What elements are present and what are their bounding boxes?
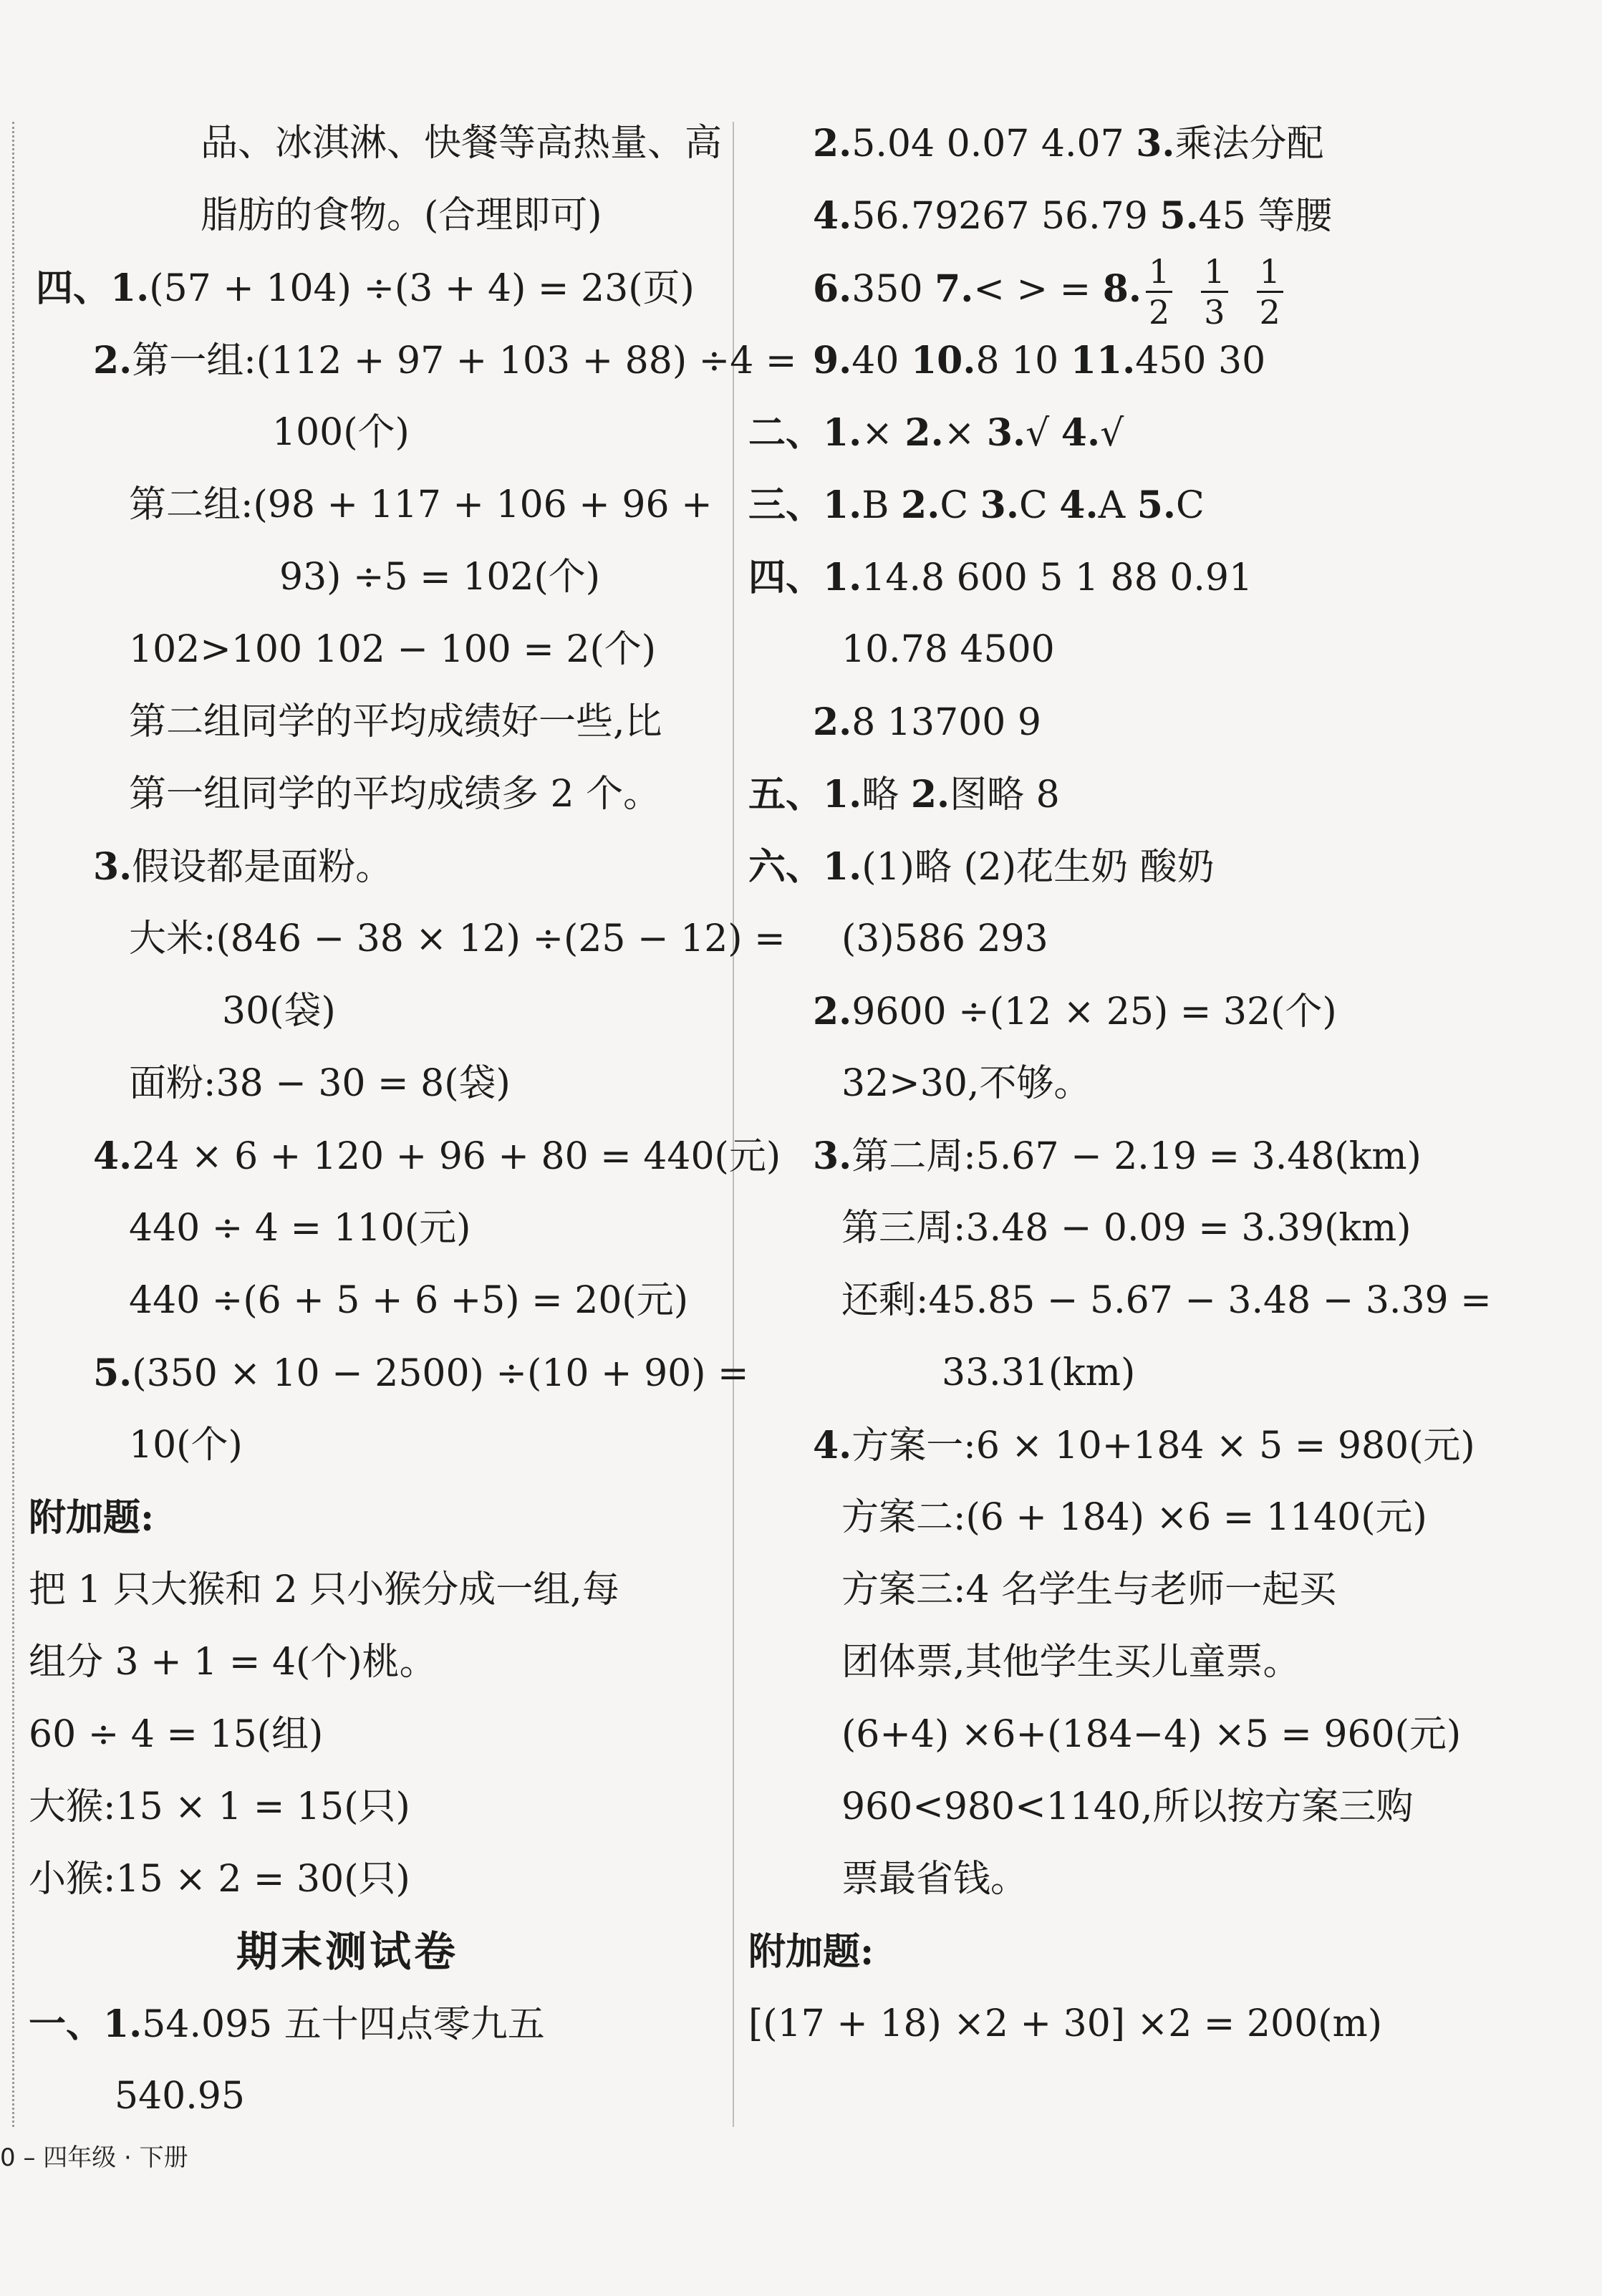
answer-line (741, 831, 1586, 903)
answer-text: 32>30,不够。 (841, 1062, 1091, 1105)
answer-text: 5.04 0.07 4.07 (851, 122, 1137, 165)
answer-text: C (940, 484, 980, 527)
answer-text: 第二周:5.67 − 2.19 = 3.48(km) (851, 1135, 1422, 1178)
answer-line (21, 107, 723, 180)
answer-line (741, 975, 1586, 1048)
answer-text: 面粉:38 − 30 = 8(袋) (129, 1062, 511, 1105)
question-number: 4. (1059, 483, 1099, 527)
answer-line (21, 758, 709, 831)
answer-line (741, 1988, 1586, 2060)
answer-text: 33.31(km) (942, 1351, 1136, 1394)
answer-text: 960<980<1140,所以按方案三购 (841, 1785, 1414, 1828)
answer-text: [(17 + 18) ×2 + 30] ×2 = 200(m) (748, 2002, 1383, 2045)
answer-text: 乘法分配 (1174, 122, 1324, 165)
answer-text: (57 + 104) ÷(3 + 4) = 23(页) (149, 267, 695, 310)
answer-text: 大猴:15 × 1 = 15(只) (29, 1785, 410, 1828)
answer-text: 8 13700 9 (851, 701, 1041, 744)
answer-text: 45 等腰 (1198, 195, 1333, 238)
answer-text: 把 1 只大猴和 2 只小猴分成一组,每 (29, 1568, 619, 1611)
answer-text: 93) ÷5 = 102(个) (279, 556, 601, 599)
answer-text: × (943, 412, 987, 455)
answer-text: 440 ÷(6 + 5 + 6 +5) = 20(元) (129, 1279, 688, 1322)
answer-text: √ (1026, 412, 1061, 455)
answer-line (741, 903, 1586, 975)
answer-text: 方案二:(6 + 184) ×6 = 1140(元) (841, 1496, 1427, 1539)
answer-text: 团体票,其他学生买儿童票。 (841, 1641, 1301, 1684)
answer-text: < > = (973, 268, 1103, 311)
answer-text: √ (1100, 412, 1124, 455)
question-number: 4. (813, 1424, 852, 1467)
answer-text: C (1175, 484, 1205, 527)
right-column (741, 107, 1586, 2060)
answer-line (741, 686, 1586, 758)
answer-line (21, 180, 709, 252)
question-number: 二、1. (748, 411, 862, 455)
answer-text: 假设都是面粉。 (132, 846, 393, 889)
answer-text: 组分 3 + 1 = 4(个)桃。 (29, 1641, 437, 1684)
answer-line (21, 2060, 709, 2133)
answer-text: 第一组同学的平均成绩多 2 个。 (129, 773, 661, 816)
answer-line (21, 324, 797, 397)
question-number: 5. (93, 1351, 132, 1395)
answer-line (741, 1409, 1586, 1482)
fraction (1146, 252, 1172, 332)
answer-text: 10.78 4500 (841, 628, 1055, 671)
answer-text: 54.095 五十四点零九五 (142, 2003, 545, 2046)
fraction (1257, 252, 1283, 332)
fraction-denominator: 3 (1204, 293, 1225, 332)
question-number: 11. (1070, 339, 1136, 382)
answer-line (741, 180, 1586, 252)
fraction-numerator: 1 (1257, 252, 1283, 293)
answer-line (21, 1409, 709, 1482)
answer-text: 方案一:6 × 10+184 × 5 = 980(元) (851, 1424, 1475, 1467)
answer-line (21, 1120, 781, 1192)
answer-line (741, 1554, 1586, 1626)
question-number: 4. (813, 194, 852, 238)
answer-text: 品、冰淇淋、快餐等高热量、高 (201, 122, 723, 165)
answer-line (741, 1265, 1586, 1337)
answer-line (741, 758, 1586, 831)
answer-text: 30(袋) (222, 990, 336, 1033)
question-number: 7. (935, 267, 974, 311)
answer-text: 10(个) (129, 1424, 243, 1467)
question-number: 4. (1061, 411, 1101, 455)
question-number: 四、1. (748, 556, 862, 599)
answer-line (741, 614, 1586, 686)
question-number: 四、1. (36, 266, 150, 310)
answer-line (741, 541, 1586, 614)
answer-line (741, 1699, 1586, 1771)
answer-text: 方案三:4 名学生与老师一起买 (841, 1568, 1337, 1611)
answer-line (21, 903, 786, 975)
answer-line (741, 397, 1586, 469)
answer-line (21, 1554, 709, 1626)
question-number: 六、1. (748, 845, 862, 889)
answer-line (21, 1265, 709, 1337)
answer-text: 540.95 (115, 2075, 245, 2118)
answer-line (21, 1843, 709, 1916)
answer-text: 小猴:15 × 2 = 30(只) (29, 1858, 410, 1901)
answer-text: × (862, 412, 905, 455)
question-number: 6. (813, 267, 852, 311)
answer-text: 第三周:3.48 − 0.09 = 3.39(km) (841, 1207, 1412, 1250)
answer-line (741, 1916, 1586, 1988)
answer-line (741, 107, 1586, 180)
section-title: 期末测试卷 (236, 1927, 459, 1976)
answer-text: 第二组:(98 + 117 + 106 + 96 + (129, 483, 713, 526)
answer-text: 还剩:45.85 − 5.67 − 3.48 − 3.39 = (841, 1279, 1492, 1322)
question-number: 2. (910, 773, 950, 816)
margin-dotted-rule (12, 122, 14, 2127)
question-number: 一、1. (29, 2002, 143, 2046)
answer-text: 票最省钱。 (841, 1858, 1028, 1901)
answer-text: 脂肪的食物。(合理即可) (201, 194, 602, 237)
answer-line (21, 469, 713, 541)
question-number: 3. (980, 483, 1019, 527)
answer-line (741, 252, 1586, 332)
answer-text: A (1098, 484, 1137, 527)
question-number: 3. (813, 1134, 852, 1178)
answer-text: 图略 8 (950, 773, 1060, 816)
bonus-heading: 附加题: (29, 1496, 155, 1540)
answer-line (21, 1337, 749, 1409)
answer-text: (350 × 10 − 2500) ÷(10 + 90) = (132, 1352, 749, 1395)
answer-line (21, 1482, 709, 1554)
answer-line (21, 831, 709, 903)
answer-line (741, 1048, 1586, 1120)
page-footer: 0 – 四年级 · 下册 (0, 2143, 188, 2172)
answer-line (21, 1192, 709, 1265)
answer-text: 第二组同学的平均成绩好一些,比 (129, 700, 662, 743)
question-number: 3. (1136, 122, 1175, 165)
answer-line (741, 1192, 1586, 1265)
question-number: 三、1. (748, 483, 862, 527)
answer-line (21, 1048, 709, 1120)
answer-text: 440 ÷ 4 = 110(元) (129, 1207, 471, 1250)
answer-text: 40 (851, 339, 911, 382)
answer-text: B (862, 484, 902, 527)
answer-text: (6+4) ×6+(184−4) ×5 = 960(元) (841, 1713, 1462, 1756)
answer-line (21, 1916, 709, 1988)
answer-line (21, 397, 709, 469)
question-number: 五、1. (748, 773, 862, 816)
answer-line (21, 975, 709, 1048)
question-number: 3. (986, 411, 1026, 455)
answer-text: 14.8 600 5 1 88 0.91 (862, 556, 1253, 599)
answer-line (21, 1626, 709, 1699)
answer-line (21, 686, 709, 758)
question-number: 10. (911, 339, 976, 382)
answer-text: 24 × 6 + 120 + 96 + 80 = 440(元) (132, 1135, 781, 1178)
answer-line (21, 1771, 709, 1843)
answer-text: 大米:(846 − 38 × 12) ÷(25 − 12) = (129, 917, 786, 960)
question-number: 3. (93, 845, 132, 889)
question-number: 8. (1102, 267, 1142, 311)
answer-line (21, 614, 709, 686)
answer-text: 第一组:(112 + 97 + 103 + 88) ÷4 = (132, 339, 797, 382)
fraction (1201, 252, 1227, 332)
bonus-heading: 附加题: (748, 1930, 874, 1974)
left-column (21, 107, 797, 2133)
question-number: 2. (93, 339, 132, 382)
answer-line (741, 1482, 1586, 1554)
question-number: 2. (813, 990, 852, 1033)
answer-line (741, 1771, 1586, 1843)
question-number: 2. (901, 483, 940, 527)
answer-line (741, 324, 1586, 397)
answer-line (21, 252, 709, 324)
question-number: 5. (1159, 194, 1199, 238)
question-number: 2. (813, 700, 852, 744)
question-number: 2. (813, 122, 852, 165)
question-number: 9. (813, 339, 852, 382)
answer-line (741, 1337, 1586, 1409)
question-number: 4. (93, 1134, 132, 1178)
answer-line (21, 541, 709, 614)
answer-text: 8 10 (975, 339, 1071, 382)
answer-text: 60 ÷ 4 = 15(组) (29, 1713, 324, 1756)
answer-text: (1)略 (2)花生奶 酸奶 (862, 846, 1215, 889)
answer-line (741, 469, 1586, 541)
answer-text: 100(个) (272, 411, 410, 454)
answer-line (741, 1120, 1586, 1192)
answer-text: 450 30 (1135, 339, 1266, 382)
answer-text: 56.79267 56.79 (851, 195, 1160, 238)
fraction-numerator: 1 (1201, 252, 1227, 293)
answer-text: C (1018, 484, 1060, 527)
answer-text: 102>100 102 − 100 = 2(个) (129, 628, 657, 671)
answer-line (741, 1843, 1586, 1916)
answer-text: 350 (851, 268, 935, 311)
answer-text: (3)586 293 (841, 917, 1048, 960)
answer-line (21, 1699, 709, 1771)
question-number: 5. (1137, 483, 1176, 527)
fraction-denominator: 2 (1259, 293, 1280, 332)
answer-text: 9600 ÷(12 × 25) = 32(个) (851, 990, 1337, 1033)
question-number: 2. (904, 411, 944, 455)
answer-line (741, 1626, 1586, 1699)
fraction-denominator: 2 (1148, 293, 1170, 332)
answer-text: 略 (862, 773, 911, 816)
fraction-numerator: 1 (1146, 252, 1172, 293)
answer-line (21, 1988, 709, 2060)
